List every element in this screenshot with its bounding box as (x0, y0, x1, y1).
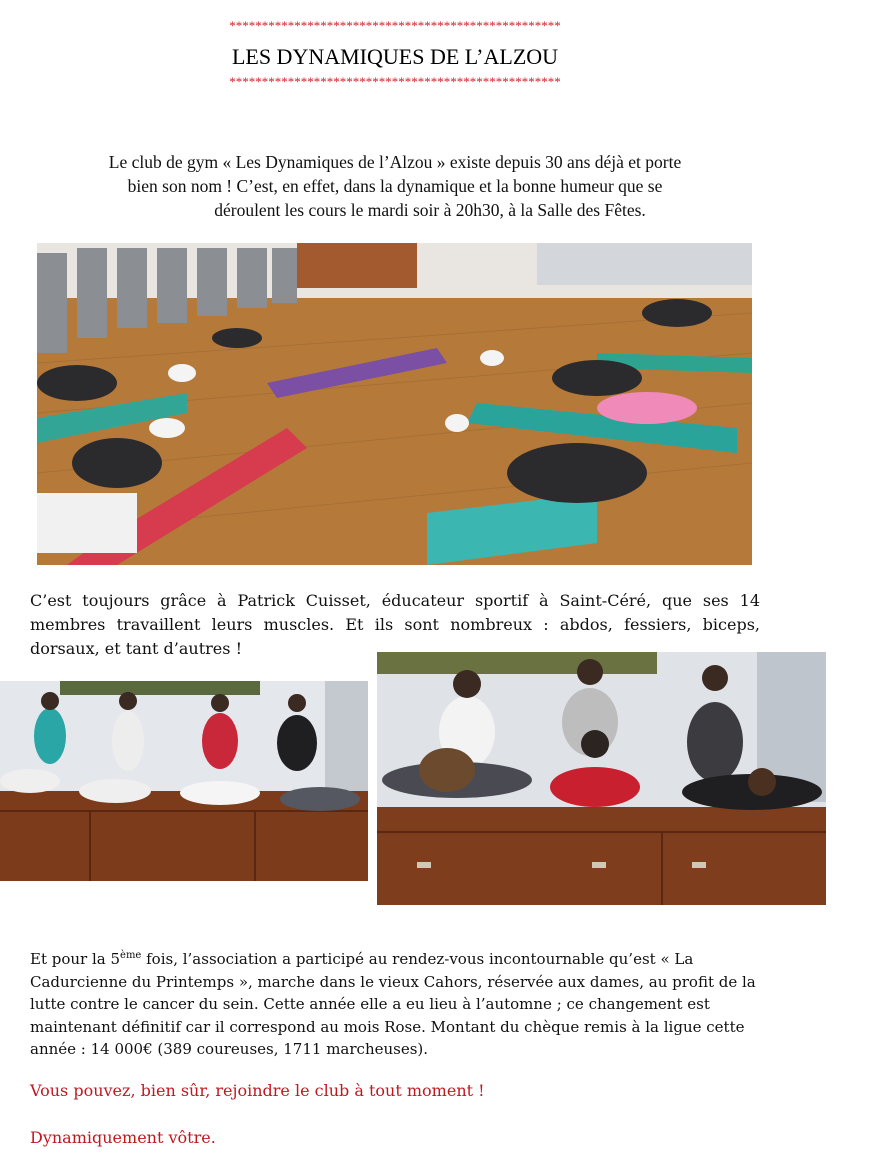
join-club-callout: Vous pouvez, bien sûr, rejoindre le club à tout moment ! (30, 1081, 485, 1100)
intro-line-3: déroulent les cours le mardi soir à 20h30, à la Salle des Fêtes. (214, 200, 646, 220)
bench-exercise-photo-right (377, 652, 826, 905)
bench-exercise-photo-left (0, 681, 368, 881)
coach-paragraph: C’est toujours grâce à Patrick Cuisset, éducateur sportif à Saint-Céré, que ses 14 membres travaillent leurs muscles. Et ils sont nombreux : abdos, fessiers, biceps, dorsaux, et tant d’autres ! (30, 591, 760, 658)
decorative-stars-bottom: *************************************************** (229, 75, 561, 88)
intro-line-1: Le club de gym « Les Dynamiques de l’Alzou » existe depuis 30 ans déjà et porte (108, 152, 682, 172)
decorative-stars-top: *************************************************** (229, 19, 561, 32)
page-title: LES DYNAMIQUES DE L’ALZOU (231, 44, 559, 69)
para3-text-start: Et pour la 5 (30, 950, 121, 968)
signoff: Dynamiquement vôtre. (30, 1128, 216, 1147)
gym-class-photo (37, 243, 752, 565)
intro-line-2: bien son nom ! C’est, en effet, dans la dynamique et la bonne humeur que se (127, 176, 663, 196)
cadurcienne-paragraph (30, 945, 760, 1061)
intro-paragraph (40, 150, 750, 222)
ordinal-superscript: ème (120, 950, 142, 961)
para3-text-rest: fois, l’association a participé au rendez-vous incontournable qu’est « La Cadurcienne du Printemps », marche dans le vieux Cahors, réservée aux dames, au profit de la lutte contre le cancer du sein. Cette année elle a eu lieu à l’automne ; ce changement est maintenant définitif car il correspond au mois Rose. Montant du chèque remis à la ligue cette année : 14 000€ (389 coureuses, 1711 marcheuses). (30, 950, 756, 1058)
